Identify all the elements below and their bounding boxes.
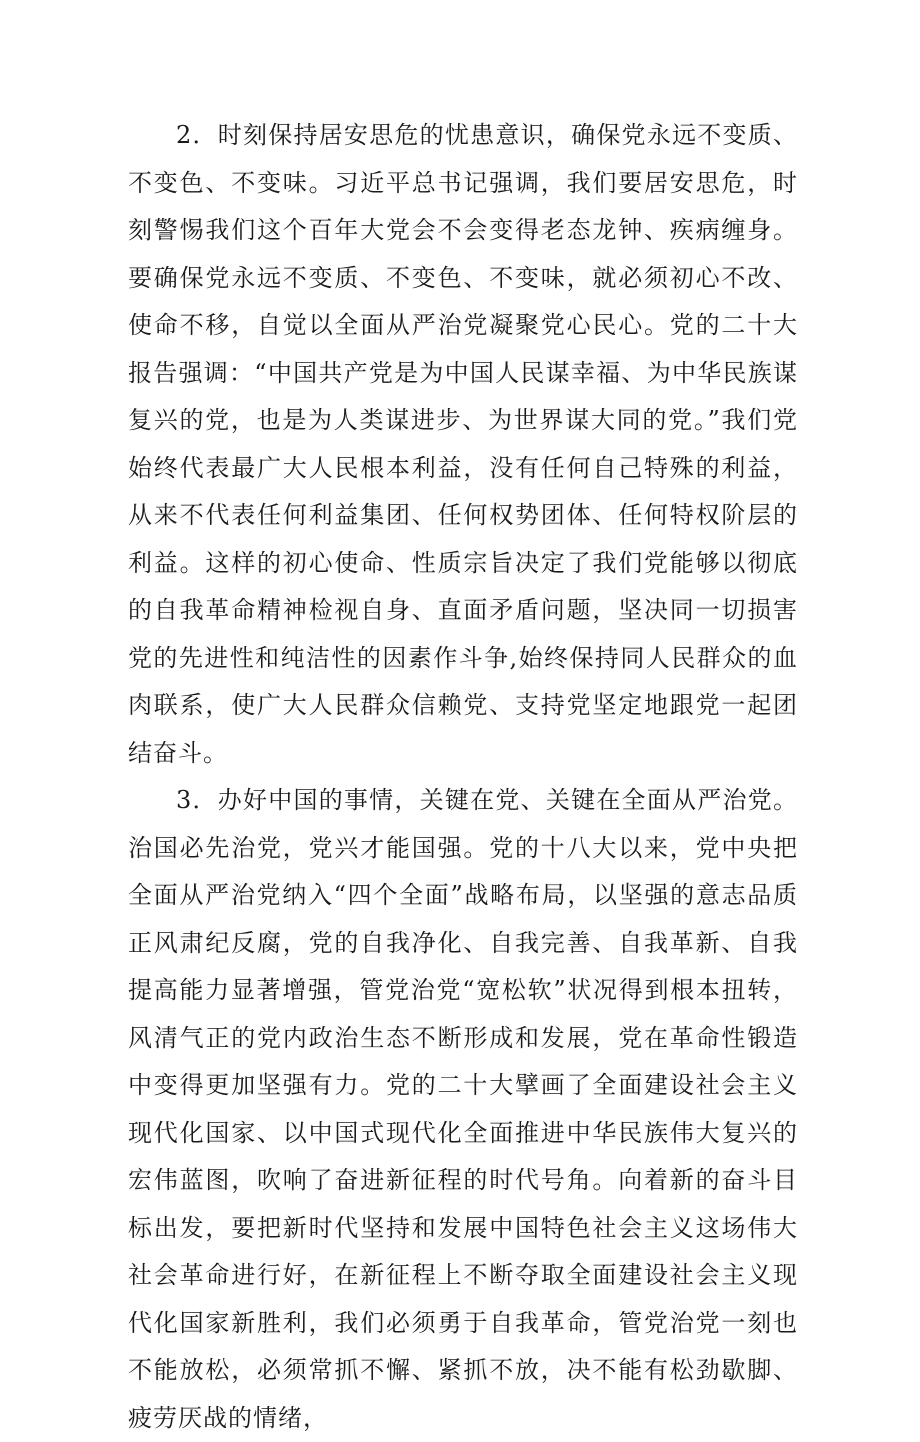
document-page — [128, 112, 798, 1442]
paragraph-3: 3．办好中国的事情，关键在党、关键在全面从严治党。治国必先治党，党兴才能国强。党的十八大以来，党中央把全面从严治党纳入“四个全面”战略布局，以坚强的意志品质正风肃纪反腐，党的自我净化、自我完善、自我革新、自我提高能力显著增强，管党治党“宽松软”状况得到根本扭转，风清气正的党内政治生态不断形成和发展，党在革命性锻造中变得更加坚强有力。党的二十大擘画了全面建设社会主义现代化国家、以中国式现代化全面推进中华民族伟大复兴的宏伟蓝图，吹响了奋进新征程的时代号角。向着新的奋斗目标出发，要把新时代坚持和发展中国特色社会主义这场伟大社会革命进行好，在新征程上不断夺取全面建设社会主义现代化国家新胜利，我们必须勇于自我革命，管党治党一刻也不能放松，必须常抓不懈、紧抓不放，决不能有松劲歇脚、疲劳厌战的情绪， — [128, 786, 798, 1432]
paragraph-2: 2．时刻保持居安思危的忧患意识，确保党永远不变质、不变色、不变味。习近平总书记强调，我们要居安思危，时刻警惕我们这个百年大党会不会变得老态龙钟、疾病缠身。要确保党永远不变质、不变色、不变味，就必须初心不改、使命不移，自觉以全面从严治党凝聚党心民心。党的二十大报告强调：“中国共产党是为中国人民谋幸福、为中华民族谋复兴的党，也是为人类谋进步、为世界谋大同的党。”我们党始终代表最广大人民根本利益，没有任何自己特殊的利益，从来不代表任何利益集团、任何权势团体、任何特权阶层的利益。这样的初心使命、性质宗旨决定了我们党能够以彻底的自我革命精神检视自身、直面矛盾问题，坚决同一切损害党的先进性和纯洁性的因素作斗争,始终保持同人民群众的血肉联系，使广大人民群众信赖党、支持党坚定地跟党一起团结奋斗。 — [128, 121, 798, 767]
